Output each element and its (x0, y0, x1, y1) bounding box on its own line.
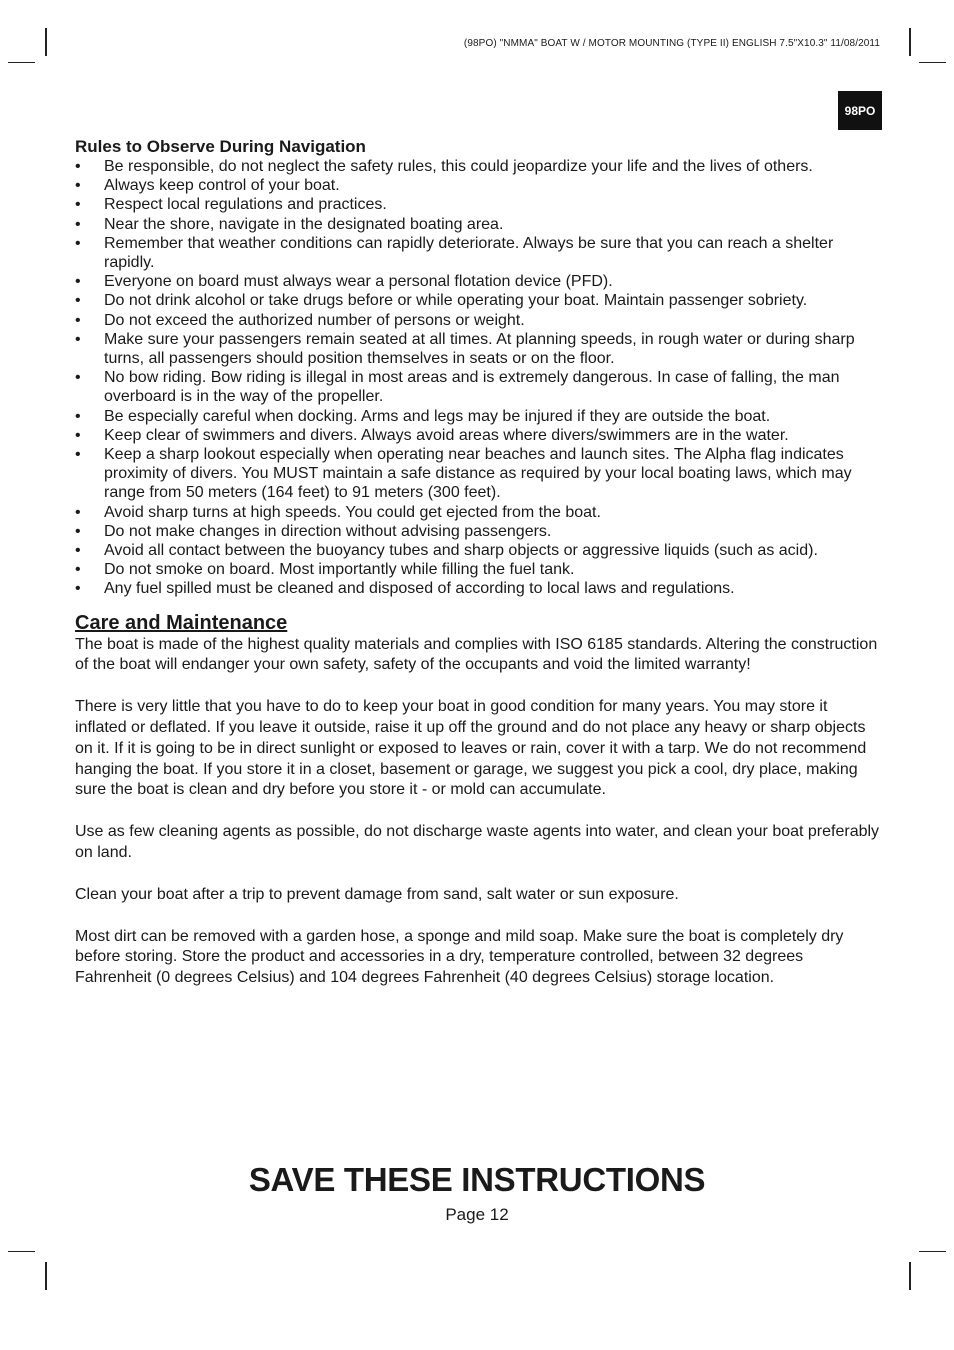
rules-title: Rules to Observe During Navigation (75, 137, 366, 156)
bullet-icon: • (75, 522, 81, 540)
bullet-icon: • (75, 215, 81, 233)
bullet-icon: • (75, 407, 81, 425)
list-item: • Keep a sharp lookout especially when operating near beaches and launch sites. The Alpha flag indicates proximity of divers. You MUST maintain a safe distance as required by your local boating laws, which may range from 50 meters (164 feet) to 91 meters (300 feet). (75, 446, 852, 502)
bullet-icon: • (75, 158, 81, 175)
care-paragraph: Use as few cleaning agents as possible, do not discharge waste agents into water, and clean your boat preferably on land. (75, 823, 880, 862)
crop-mark-bottom-left-h (8, 1251, 35, 1252)
print-info-header: (98PO) "NMMA" BOAT W / MOTOR MOUNTING (TYPE II) ENGLISH 7.5"X10.3" 11/08/2011 (463, 38, 880, 49)
list-item: • Avoid all contact between the buoyancy tubes and sharp objects or aggressive liquids (such as acid). (75, 542, 818, 560)
crop-mark-bottom-right-h (919, 1251, 946, 1252)
bullet-icon: • (75, 234, 81, 252)
crop-mark-top-left-v (45, 28, 47, 56)
bullet-icon: • (75, 369, 81, 387)
care-paragraph: There is very little that you have to do to keep your boat in good condition for many years. You may store it inflated or deflated. If you leave it outside, raise it up off the ground and do not place any heavy or sharp objects on it. If it is going to be in direct sunlight or exposed to leaves or rain, cover it with a tarp. We do not recommend hanging the boat. If you store it in a closet, basement or garage, we suggest you pick a cool, dry place, making sure the boat is clean and dry before you store it - or mold can accumulate. (75, 698, 867, 799)
language-tab: 98PO (838, 91, 882, 130)
save-instructions-title: SAVE THESE INSTRUCTIONS (248, 1161, 706, 1198)
list-item: • Do not drink alcohol or take drugs before or while operating your boat. Maintain passenger sobriety. (75, 292, 808, 310)
care-paragraph: Clean your boat after a trip to prevent damage from sand, salt water or sun exposure. (75, 885, 679, 903)
bullet-icon: • (75, 561, 81, 579)
list-item: • Be especially careful when docking. Arms and legs may be injured if they are outside the boat. (75, 407, 771, 425)
list-item: • Keep clear of swimmers and divers. Always avoid areas where divers/swimmers are in the water. (75, 426, 789, 444)
list-item: • Respect local regulations and practices. (75, 196, 387, 214)
crop-mark-top-left-h (8, 62, 35, 63)
crop-mark-top-right-v (909, 28, 911, 56)
list-item: • Avoid sharp turns at high speeds. You could get ejected from the boat. (75, 503, 601, 521)
crop-mark-top-right-h (919, 62, 946, 63)
bullet-icon: • (75, 426, 81, 444)
care-paragraph: Most dirt can be removed with a garden hose, a sponge and mild soap. Make sure the boat is completely dry before storing. Store the product and accessories in a dry, temperature controlled, between 32 degrees Fahrenheit (0 degrees Celsius) and 104 degrees Fahrenheit (40 degrees Celsius) storage location. (75, 927, 844, 987)
list-item: • Any fuel spilled must be cleaned and disposed of according to local laws and regulations. (75, 580, 735, 598)
care-paragraph: The boat is made of the highest quality materials and complies with ISO 6185 standards. Altering the construction of the boat will endanger your own safety, safety of the occupants and void the limited warranty! (75, 635, 878, 674)
list-item: • Always keep control of your boat. (75, 177, 340, 195)
bullet-icon: • (75, 311, 81, 329)
list-item: • Remember that weather conditions can rapidly deteriorate. Always be sure that you can reach a shelter rapidly. (75, 234, 834, 272)
page-number: Page 12 (445, 1205, 509, 1224)
bullet-icon: • (75, 292, 81, 310)
list-item: • Be responsible, do not neglect the safety rules, this could jeopardize your life and the lives of others. (75, 158, 813, 175)
care-title: Care and Maintenance (75, 611, 288, 634)
list-item: • Do not make changes in direction without advising passengers. (75, 522, 552, 540)
list-item: • Everyone on board must always wear a personal flotation device (PFD). (75, 273, 613, 291)
list-item: • Make sure your passengers remain seated at all times. At planning speeds, in rough water or during sharp turns, all passengers should position themselves in seats or on the floor. (75, 330, 855, 368)
bullet-icon: • (75, 273, 81, 291)
bullet-icon: • (75, 330, 81, 348)
bullet-icon: • (75, 503, 81, 521)
rules-list (75, 157, 883, 599)
list-item: • Near the shore, navigate in the designated boating area. (75, 215, 504, 233)
list-item: • No bow riding. Bow riding is illegal in most areas and is extremely dangerous. In case of falling, the man overboard is in the way of the propeller. (75, 369, 840, 406)
bullet-icon: • (75, 177, 81, 195)
bullet-icon: • (75, 446, 81, 464)
bullet-icon: • (75, 580, 81, 598)
crop-mark-bottom-right-v (909, 1262, 911, 1290)
page-content (75, 136, 883, 1010)
crop-mark-bottom-left-v (45, 1262, 47, 1290)
list-item: • Do not smoke on board. Most importantly while filling the fuel tank. (75, 561, 575, 579)
bullet-icon: • (75, 196, 81, 214)
list-item: • Do not exceed the authorized number of persons or weight. (75, 311, 525, 329)
bullet-icon: • (75, 542, 81, 560)
